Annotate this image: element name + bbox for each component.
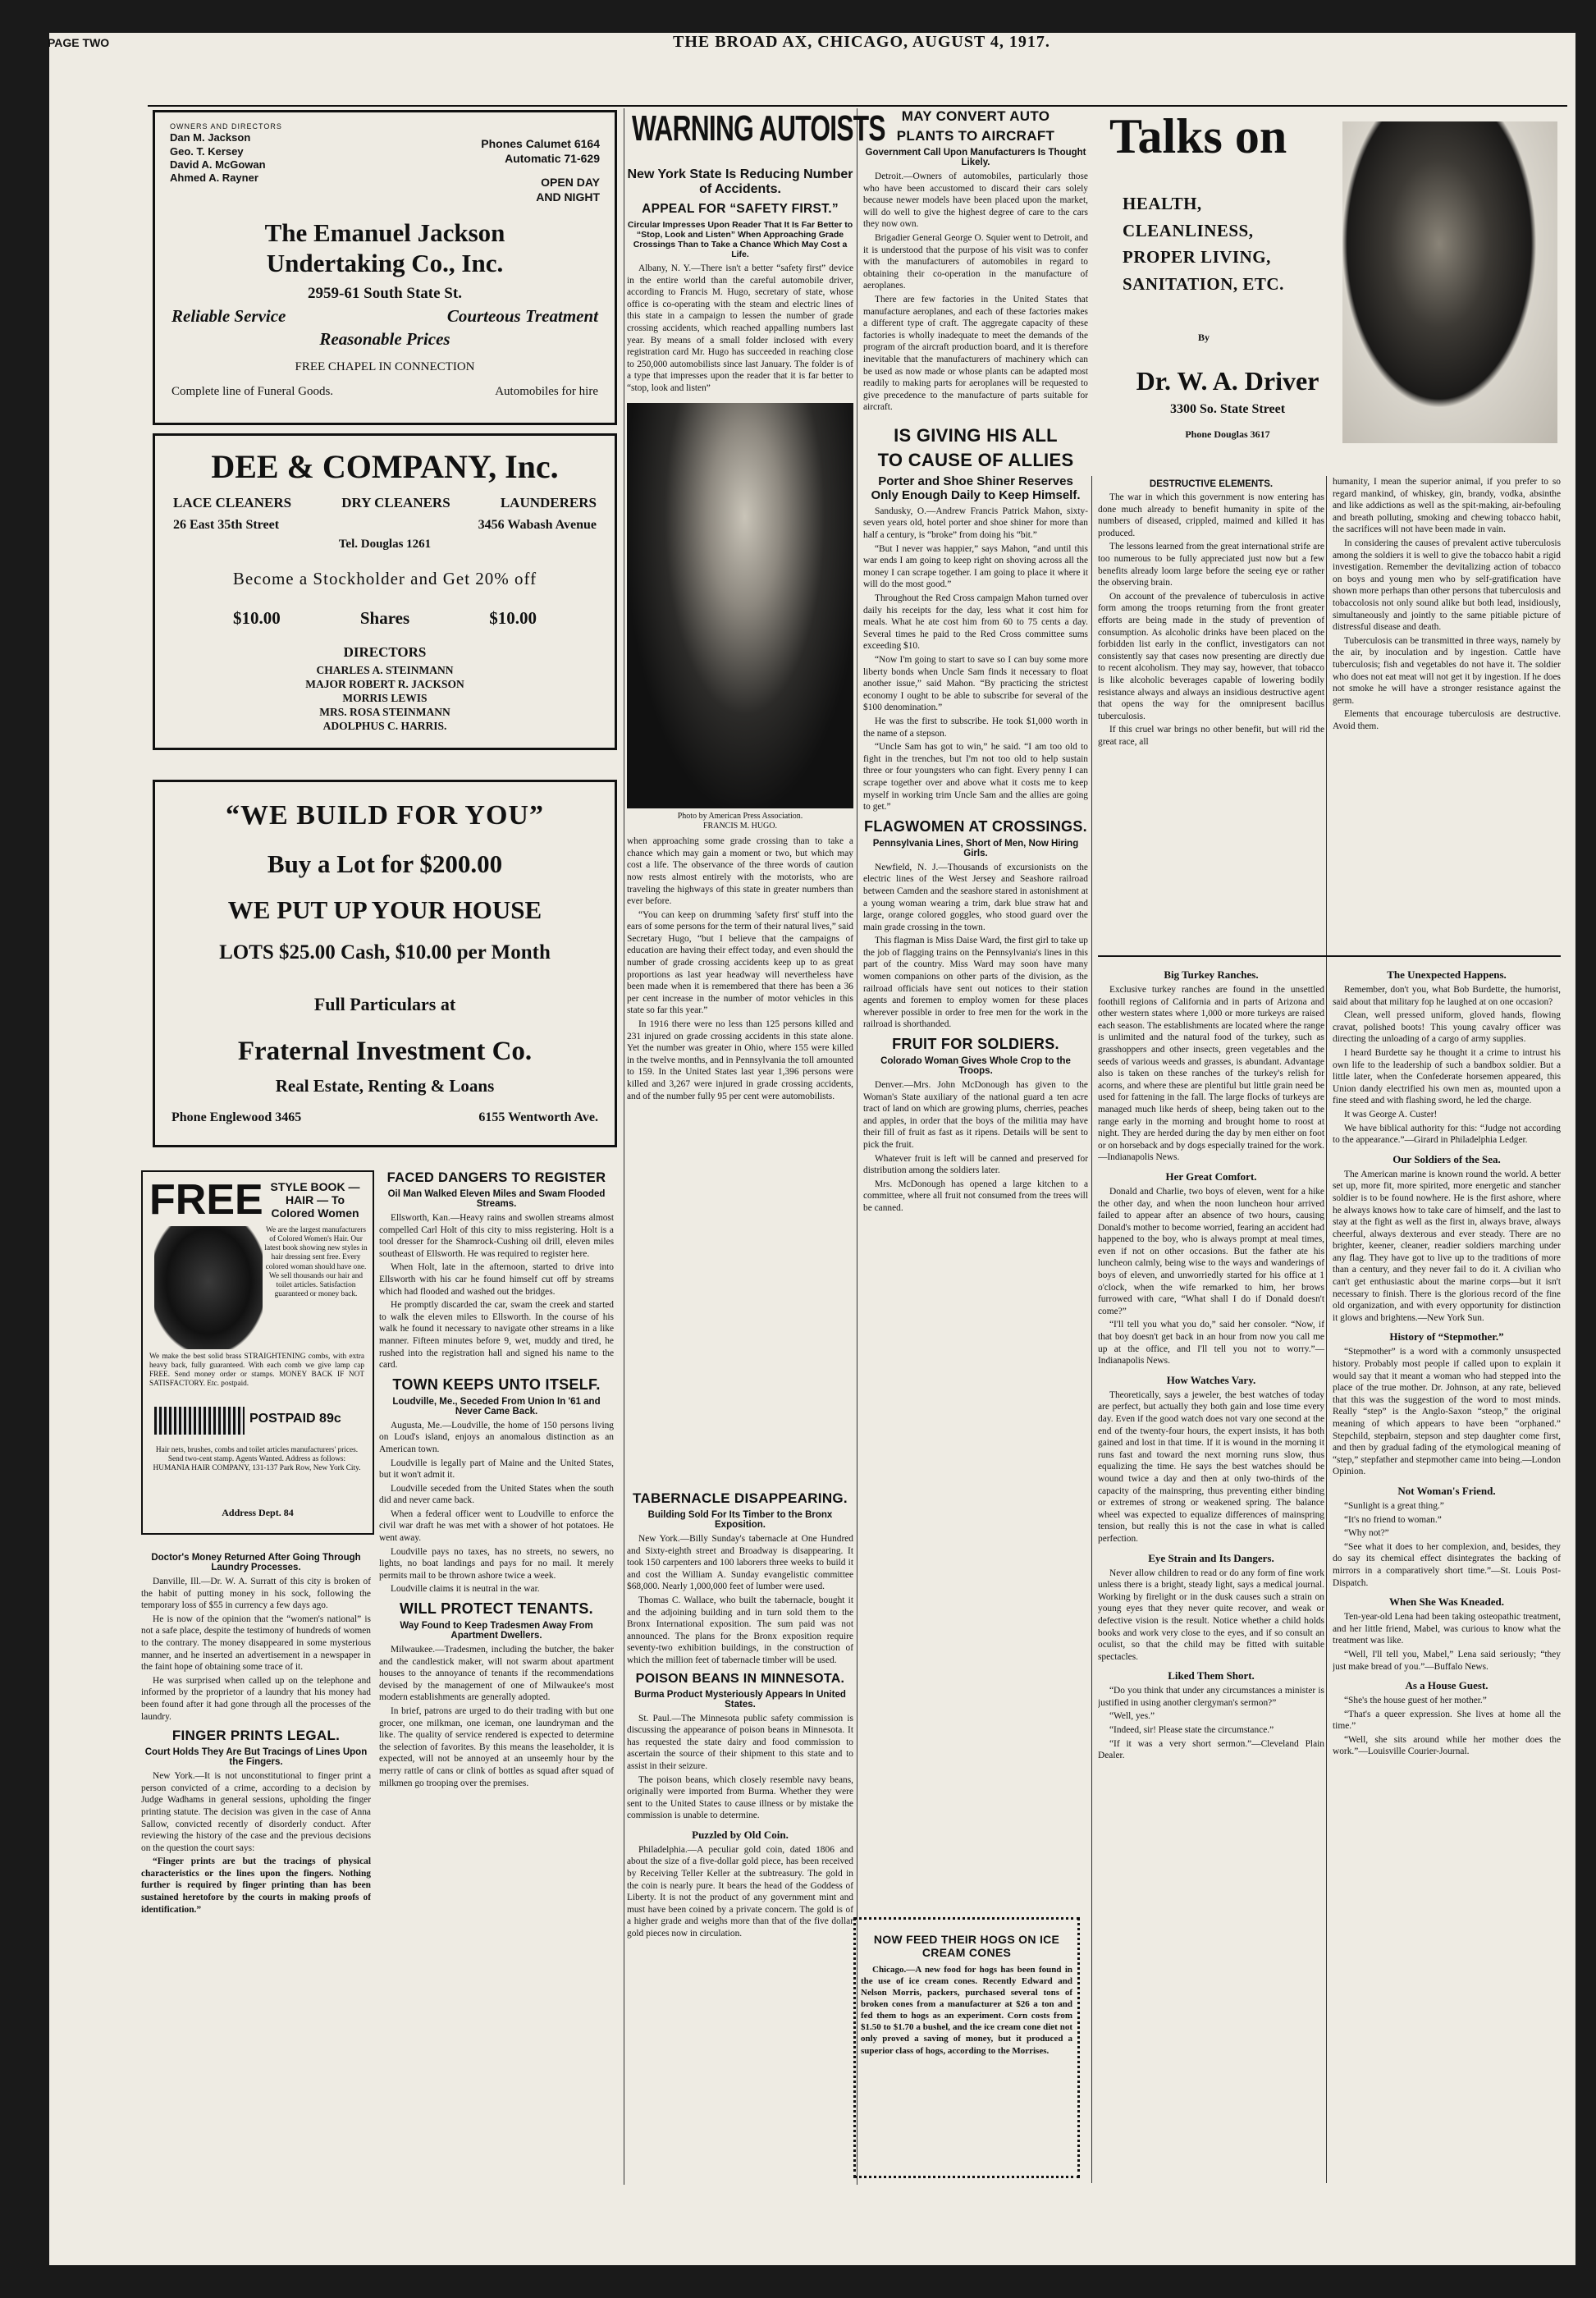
chapel-line: FREE CHAPEL IN CONNECTION [295,360,475,373]
free-label: FREE [149,1176,263,1224]
paragraph: Loudville claims it is neutral in the war. [391,1584,540,1595]
paragraph: “Now I'm going to start to save so I can buy some more liberty bonds when Uncle Sam finds it necessary to float another issue,” said Mahon. “By practicing the strictest economy I ought to be able to subscribe for several of the $100 denomination.” [863,655,1088,713]
shares-label: Shares [359,608,410,628]
ad-line: WE PUT UP YOUR HOUSE [227,895,542,924]
style-book-label: STYLE BOOK — HAIR — To Colored Women [270,1180,360,1220]
paragraph: Tuberculosis can be transmitted in three ways, namely by the air, by inoculation and by ingestion. Cattle have tuberculosis; fish and vegetables do not have it. The soldier who does not eat meat will not get it by ingestion. If he does not smoke he will have a stronger resistance against the germ. [1333,635,1561,706]
director: MRS. ROSA STEINMANN [319,705,450,718]
ad-title: DEE & COMPANY, Inc. [211,448,559,485]
topic: SANITATION, ETC. [1123,273,1284,294]
company-address: 2959-61 South State St. [308,285,462,302]
column-1-lower [141,1551,371,2191]
headline: Big Turkey Ranches. [1164,968,1259,981]
headline: PLANTS TO AIRCRAFT [896,128,1055,144]
open-line: AND NIGHT [536,190,600,204]
phone-line: Phones Calumet 6164 [481,137,600,150]
paragraph: humanity, I mean the superior animal, if you prefer to so regard mankind, of whiskey, gin, brandy, vodka, absinthe and like addictions as well as the spit-making, air-befouling and breath polluting, smoking and chewing tobacco habit, the sacrifices will not have been made in vain. [1333,477,1561,535]
author-portrait [1342,121,1557,443]
talks-topics [1123,190,1284,297]
headline: WILL PROTECT TENANTS. [400,1600,593,1618]
share-price: $10.00 [233,608,281,628]
headline: When She Was Kneaded. [1389,1595,1504,1609]
subheadline: Burma Product Mysteriously Appears In United States. [634,1689,846,1710]
directors-list [155,664,615,733]
photo-credit: Photo by American Press Association. [677,811,803,821]
service: DRY CLEANERS [341,495,450,510]
headline: FRUIT FOR SOLDIERS. [892,1036,1059,1053]
paragraph: He is now of the opinion that the “women's national” is not a safe place, despite the testimony of hundreds of women to the contrary. The money disappeared in some mysterious manner, and he inserted an advertisement in a newspaper in the faint hope of obtaining some trace of it. [141,1614,371,1673]
postpaid-label: POSTPAID 89c [249,1412,341,1426]
fraternal-investment-ad [153,780,617,1147]
paragraph: Elements that encourage tuberculosis are destructive. Avoid them. [1333,709,1561,731]
subheadline: Porter and Shoe Shiner Reserves Only Enough Daily to Keep Himself. [871,474,1081,502]
ad-address: 6155 Wentworth Ave. [478,1110,598,1124]
subheadline: Government Call Upon Manufacturers Is Thought Likely. [865,148,1086,167]
paragraph: Albany, N. Y.—There isn't a better “safety first” device in the entire world than the careful automobile driver, according to Francis M. Hugo, secretary of state, whose office is co-operating with the steam and electric lines of this state in a campaign to lessen the number of grade crossing accidents, which reached appalling numbers last year. By means of a small folder inclosed with every registration card Mr. Hugo has succeeded in reaching close to 250,000 automobilists since last January. The folder is of a type that impresses upon the reader that it is far better to “stop, look and listen” [627,263,853,393]
page-label: PAGE TWO [48,36,110,49]
paragraph: Never allow children to read or do any form of fine work unless there is a bright, steady light, says a medical journal. Working by firelight or in the dusk causes such a strain on young eyes that they never quite recover, and weak or defective vision is the result. Notice whether a child holds books and work very close to the eyes, and if so consult an oculist, so that the child may be fitted with suitable spectacles. [1098,1568,1324,1662]
subheadline: Colorado Woman Gives Whole Crop to the Troops. [880,1056,1071,1077]
paragraph: “Do you think that under any circumstances a minister is justified in using another clergyman's sermon?” [1098,1686,1324,1708]
author-address: 3300 So. State Street [1169,402,1286,416]
author-name: Dr. W. A. Driver [1136,366,1319,396]
director: MORRIS LEWIS [342,691,428,704]
headline: As a House Guest. [1405,1679,1489,1692]
paragraph: “She's the house guest of her mother.” [1344,1696,1487,1706]
column-6-lower [1333,962,1561,2191]
masthead-rule [148,105,1567,107]
comb-illustration [154,1407,245,1435]
talks-title: Talks on [1109,109,1287,163]
deck: Circular Impresses Upon Reader That It Is Far Better to “Stop, Look and Listen” When Approaching Grade Crossings Than to Take a Chance Which May Cost a Life. [627,220,853,259]
owner-name: David A. McGowan [170,158,266,171]
stock-offer: Become a Stockholder and Get 20% off [232,569,537,588]
topic: CLEANLINESS, [1123,220,1254,240]
paragraph: In considering the causes of prevalent active tuberculosis among the soldiers it is well to give the tobacco habit a rigid investigation. Remember the devitalizing action of tobacco on boys and young men who by self-gratification have shown more perhaps than other persons that tuberculosis and tobaccolosis not only sound alike but both lead, insidiously, simultaneously and jointly to the same pitiable picture of distressful disease and death. [1333,538,1561,633]
headline: Her Great Comfort. [1165,1170,1257,1183]
paragraph: He was the first to subscribe. He took $1,000 worth in the name of a stepson. [863,716,1088,739]
paragraph: It was George A. Custer! [1344,1109,1438,1119]
paragraph: Philadelphia.—A peculiar gold coin, dated 1806 and about the size of a five-dollar gold piece, has been received by Receiving Teller Keller at the subtreasury. The gold in the coin is nearly pure. It bears the head of the Goddess of Liberty. It is not the product of any government mint and must have been coined by a private concern. The gold is of a higher grade and weighs more than that of the five dollar gold pieces now in circulation. [627,1844,853,1939]
service-left: Reliable Service [171,306,286,326]
service: LAUNDERERS [500,495,597,510]
ad-line: “WE BUILD FOR YOU” [226,800,544,831]
telephone: Tel. Douglas 1261 [338,538,432,551]
paragraph: This flagman is Miss Daise Ward, the first girl to take up the job of flagging trains on the Pennsylvania's lines in this part of the country. Miss Ward may soon have many women companions on other parts of the division, as the railroad officials have sent out notices to their station agents and foremen to employ women for these places wherever possible in order to free men for the work in the railroad is shorthanded. [863,936,1088,1030]
director: ADOLPHUS C. HARRIS. [322,719,447,732]
headline: IS GIVING HIS ALL [894,424,1058,446]
paragraph: In brief, patrons are urged to do their trading with but one grocer, one milkman, one iceman, one laundryman and the like. The quality of service rendered is expected to determine the selection of favorites. By this means the leaseholder, it is expected, will not be annoyed at an unseemly hour by the merry rattle of cans or clink of bottles as squad after squad of milkmen go trooping over the premises. [379,1706,614,1788]
company-name-line: Undertaking Co., Inc. [266,249,504,278]
services-row [173,495,597,511]
paragraph: Ten-year-old Lena had been taking osteopathic treatment, and her little friend, Mabel, was curious to know what the treatment was like. [1333,1612,1561,1646]
subheadline: Loudville, Me., Seceded From Union In '61 and Never Came Back. [392,1396,601,1417]
photo-caption: FRANCIS M. HUGO. [702,822,777,831]
paragraph: St. Paul.—The Minnesota public safety commission is discussing the appearance of poison beans in Minnesota. It has requested the state dairy and food commission to ascertain the source of their shipment to this state and to assist in their seizure. [627,1713,853,1771]
paragraph: “Well, I'll tell you, Mabel,” Lena said seriously; “they just make bread of you.”—Buffalo News. [1333,1649,1561,1672]
headline: MAY CONVERT AUTO [901,108,1050,124]
paragraph: Exclusive turkey ranches are found in the unsettled foothill regions of California and in parts of Arizona and other western states where 1,000 or more turkeys are raised each season. The establishments are located where the range is unlimited and the natural food of the turkey, such as grasshoppers and other insects, green vegetables and the seeds of various weeds and grasses, is abundant. Advantage also is taken on these ranches of the turkey's relish for acorns, and where these are plentiful but little grain need be used for fattening in the fall. The large flocks of turkeys are managed much like herds of sheep, being taken out to the range early in the morning and brought home to roost at night. They are herded during the day by men either on foot or on horseback and by dogs especially trained for the work.—Indianapolis News. [1098,985,1324,1163]
masthead: THE BROAD AX, CHICAGO, AUGUST 4, 1917. [673,33,1050,51]
headline: Doctor's Money Returned After Going Through Laundry Processes. [151,1553,361,1572]
paragraph: Danville, Ill.—Dr. W. A. Surratt of this city is broken of the habit of putting money in his sock, following the temporary loss of $55 in currency a few days ago. [141,1577,371,1611]
ad-line: Full Particulars at [313,994,456,1014]
paragraph: “Uncle Sam has got to win,” he said. “I am too old to fight in the trenches, but I'm not too old to help sustain three or four youngsters who can fight. Every penny I can scrape together over and above what it costs me to keep myself in working trim Uncle Sam and the allies are going to get.” [863,742,1088,813]
headline: APPEAL FOR “SAFETY FIRST.” [642,202,839,216]
column-rule [1326,476,1327,2183]
paragraph: when approaching some grade crossing than to take a chance which may gain a moment or two, but which may cost a life. The observance of the three words of caution now rests almost entirely with the motorists, who are traveling the highways of this state in greater numbers than ever before. [627,836,853,907]
headline: POISON BEANS IN MINNESOTA. [635,1671,845,1686]
paragraph: If this cruel war brings no other benefit, but will rid the great race, all [1098,725,1324,747]
paragraph: I heard Burdette say he thought it a crime to intrust his own life to the leadership of such a bandbox soldier. But a little later, when the Confederate horsemen appeared, this Union dandy electrified his own men as, mounted upon a fine steed and with flashing sword, he led the charge. [1333,1047,1561,1106]
paragraph: “But I never was happier,” says Mahon, “and until this war ends I am going to keep right on shoving across all the money I can scrape together. I am going to place it where it will do the most good.” [863,543,1088,590]
paragraph: Loudville is legally part of Maine and the United States, but it won't admit it. [379,1458,614,1481]
paragraph: “Well, yes.” [1109,1711,1155,1722]
paragraph: Augusta, Me.—Loudville, the home of 150 persons living on Loud's island, enjoys an anomalous distinction as an American town. [379,1420,614,1454]
headline: NOW FEED THEIR HOGS ON ICE CREAM CONES [873,1933,1060,1959]
owner-name: Ahmed A. Rayner [170,172,258,184]
footer-line [171,385,598,399]
phones-block [481,137,600,204]
headline: DESTRUCTIVE ELEMENTS. [1149,479,1274,489]
subheadline: New York State Is Reducing Number of Accidents. [627,167,853,196]
headline: The Unexpected Happens. [1387,968,1507,981]
paragraph: Donald and Charlie, two boys of eleven, went for a hike the other day, and when the noon luncheon hour arrived failed to appear after an absence of two hours, causing Donald's mother to become worried, fearing an accident had happened to the boy, who is always prompt at meal times, even if not on other occasions. But the father ate his luncheon calmly, being wise to the ways and wanderings of boys of eleven, and unworriedly started for his office at 1 o'clock, when the wife remarked to him, her brows furrowed with care, “What shall I do if Donald doesn't come?” [1098,1186,1324,1316]
paragraph: In 1916 there were no less than 125 persons killed and 231 injured on grade crossing accidents in this state alone. Yet the number was greater in Ohio, where 155 were killed in the twelve months, and in Pennsylvania the toll amounted to 159. In the United States last year 1,396 persons were killed and 3,267 were injured in grade crossing accidents, and of the number fully 95 per cent were automobilists. [627,1019,853,1101]
column-2-lower [379,1165,614,2191]
headline: Eye Strain and Its Dangers. [1148,1551,1274,1564]
column-3 [627,161,853,1482]
subheadline: Building Sold For Its Timber to the Bronx Exposition. [647,1510,833,1530]
hogs-box [853,1917,1080,2178]
paragraph: “You can keep on drumming 'safety first' stuff into the ears of some persons for the term of their natural lives,” said Secretary Hugo, “but I believe that the campaigns of education are having their effect today, and even should the number of grade crossing accidents keep up to as great proportions as last year headway will nevertheless have been made when it is remembered that there has been a 36 per cent increase in the number of motor vehicles in this state so far this year.” [627,909,853,1016]
headline: Our Soldiers of the Sea. [1392,1152,1501,1165]
paragraph: Thomas C. Wallace, who built the tabernacle, bought it and the adjoining building and in turn sold them to the Bronx International exposition. The sum paid was not announced. The plans for the Bronx exposition require seventy-two exhibition buildings, in the construction of which the million feet of tabernacle timber will be used. [627,1595,853,1665]
ad-line: LOTS $25.00 Cash, $10.00 per Month [219,941,551,964]
owner-name: Dan M. Jackson [170,131,251,144]
paragraph: Throughout the Red Cross campaign Mahon turned over daily his receipts for the day, less what it cost him for meals. What he ate cost him from 60 to 75 cents a day. Several times he paid to the Red Cross committee sums exceeding $10. [863,593,1088,652]
headline: How Watches Vary. [1166,1373,1256,1386]
paragraph: “Why not?” [1344,1528,1389,1539]
paragraph: New York.—It is not unconstitutional to finger print a person convicted of a crime, according to a decision by Judge Wadhams in general sessions, upholding the finger printing statute. The decision was given in the case of Anna Sallow, convicted recently of disorderly conduct. After reviewing the history of the case and the previous decisions on the question the court says: [141,1771,371,1853]
company-name-line: The Emanuel Jackson [264,218,505,247]
paragraph: “Sunlight is a great thing.” [1344,1500,1444,1511]
headline: Liked Them Short. [1168,1669,1255,1682]
paragraph: Clean, well pressed uniform, gloved hands, flowing cravat, polished boots! This young cavalry officer was directing the unloading of a cargo of army supplies. [1333,1010,1561,1045]
paragraph: “It's no friend to woman.” [1344,1514,1442,1525]
headline: History of “Stepmother.” [1389,1330,1504,1344]
paragraph: “That's a queer expression. She lives at home all the time.” [1333,1709,1561,1732]
subheadline: Pennsylvania Lines, Short of Men, Now Hiring Girls. [872,838,1079,858]
paragraph: Loudville seceded from the United States when the south did and never came back. [379,1483,614,1506]
paragraph: Sandusky, O.—Andrew Francis Patrick Mahon, sixty-seven years old, hotel porter and shoe shiner for more than half a century, is “broke” from doing his “bit.” [863,506,1088,541]
address-left: 26 East 35th Street [173,518,280,532]
paragraph: Remember, don't you, what Bob Burdette, the humorist, said about that military fop he laughed at on one occasion? [1333,985,1561,1007]
warning-headline: WARNING AUTOISTS [632,108,885,149]
headline: TABERNACLE DISAPPEARING. [633,1490,848,1506]
headline: FINGER PRINTS LEGAL. [171,1728,341,1744]
undertaking-ad [153,110,617,425]
headline: TOWN KEEPS UNTO ITSELF. [392,1376,601,1393]
paragraph: Mrs. McDonough has opened a large kitchen to a committee, where all fruit not consumed from the trees will be canned. [863,1179,1088,1213]
paragraph: Denver.—Mrs. John McDonough has given to the Woman's State auxiliary of the national guard a ten acre tract of land on which are growing plums, cherries, peaches and apples, in order that the boys of the militia may have their fill of fruit as fast as it ripens. Details will be sent to pick the fruit. [863,1080,1088,1150]
paragraph: We have biblical authority for this: “Judge not according to the appearance.”—Girard in Philadelphia Ledger. [1333,1123,1561,1146]
paragraph: Loudville pays no taxes, has no streets, no sewers, no lights, no boat landings and pays for no mail. It merely permits mail to be thrown ashore twice a week. [379,1546,614,1581]
paragraph: He promptly discarded the car, swam the creek and started to walk the eleven miles to Ellsworth. In the course of his walk he found it necessary to navigate other streams in a like manner. Fifteen minutes before 9, wet, muddy and tired, he rushed into the registration hall and signed his name to the card. [379,1300,614,1371]
column-3-lower [627,1485,853,2191]
paragraph: Newfield, N. J.—Thousands of excursionists on the electric lines of the West Jersey and Seashore railroad between Camden and the seashore stared in astonishment at a young woman wearing a trim, dark blue straw hat and large, orange colored goggles, who stood guard over the main grade crossing in the town. [863,862,1088,932]
paragraph: There are few factories in the United States that manufacture aeroplanes, and each of these factories makes a different type of craft. The aggregate capacity of these factories is wholly inadequate to meet the demands of the program of the aircraft production board, and it is therefore inevitable that the manufacturers of machinery which can be used as now made or whose plants can be adapted most readily to making parts for aeroplanes will be requested to give precedence to the manufacture of parts suitable for aircraft. [863,294,1088,413]
service-line [171,306,598,327]
paragraph: The American marine is known round the world. A better set up, more fit, more spirited, more energetic and stancher soldier is to be found nowhere. He is the first ashore, where he always knows how to take care of himself, and the last to stay at the fight as well as the first in, always brave, always cheerful, always dexterous and ever steady. There are no brighter, keener, cleaner, readier soldiers marching under any flag. They have got to live up to the traditions of more than a century, and they never fail to do it. A civilian who can't get enthusiastic about the marine corps—but it isn't necessary to finish. There is the glorious record of the fine old organization, and with every opportunity for distinction it glows and brightens.—New York Sun. [1333,1169,1561,1323]
share-price: $10.00 [489,608,537,628]
owners-title: OWNERS AND DIRECTORS [170,122,282,130]
open-line: OPEN DAY [541,176,600,189]
author-phone: Phone Douglas 3617 [1185,428,1270,440]
headline: Puzzled by Old Coin. [692,1828,789,1841]
subheadline: Oil Man Walked Eleven Miles and Swam Flooded Streams. [387,1189,606,1209]
shares-row [233,608,537,629]
comb-text: We make the best solid brass STRAIGHTENING combs, with extra heavy back, fully guaranteed. With each comb we give lamp cap FREE. Send money order or stamps. MONEY BACK IF NOT SATISFACTORY. Etc. postpaid. [149,1353,364,1389]
headline: Not Woman's Friend. [1397,1484,1496,1497]
column-rule [1091,476,1092,2183]
paragraph: “Stepmother” is a word with a commonly unsuspected history. Probably most people if called upon to explain it would say that it meant a woman who had stepped into the place of the true mother. Dr. Johnson, at any rate, believed that this was the suggestion of the word to most minds. Really “step” is the Anglo-Saxon “steop,” the original meaning of which appears to have been “orphaned.” Stepchild, stepbairn, stepson and step daughter come first, and then by gradual fading of the etymological meaning of “step,” stepfather and stepmother came into being.—London Opinion. [1333,1347,1561,1477]
paragraph: “If it was a very short sermon.”—Cleveland Plain Dealer. [1098,1738,1324,1761]
paragraph: Theoretically, says a jeweler, the best watches of today are perfect, but actually they both gain and lose time every day. Even if the good watch does not vary one second at the end of the twenty-four hours, the expert insists, it has both gained and lost in that time. If it is wound in the morning it runs fast and toward the next morning runs slow, thus equalizing the time. He says the best watches should be wound twice a day and then at only two-thirds of the capacity of the mainspring, thus preventing either binding or extremes of strong or weakened spring. The balance wheel was expected to equalize differences of mainspring tension, but really this is not the case in what is called perfection. [1098,1389,1324,1544]
paragraph: When Holt, late in the afternoon, started to drive into Ellsworth with his car he found himself cut off by streams which had flooded and washed out the bridges. [379,1262,614,1297]
foot-left: Complete line of Funeral Goods. [171,385,334,398]
hair-footer-text: Hair nets, brushes, combs and toilet articles manufacturers' prices. Send two-cent stamp. Agents Wanted. Address as follows: HUMANIA HAIR COMPANY, 131-137 Park Row, New York City. [153,1446,361,1473]
owner-name: Geo. T. Kersey [170,144,244,158]
owners-block [170,122,282,185]
paragraph: “See what it does to her complexion, and, besides, they do say its chemical effect disintegrates the backing of mirrors in a comparatively short time.”—St. Louis Post-Dispatch. [1333,1541,1561,1588]
paragraph: He was surprised when called up on the telephone and informed by the proprietor of a laundry that his money had been found after it had gone through all the processes of the laundry. [141,1675,371,1722]
subheadline: Court Holds They Are But Tracings of Lines Upon the Fingers. [144,1747,368,1768]
topic: HEALTH, [1123,194,1202,213]
address-dept: Address Dept. 84 [222,1507,294,1518]
paragraph: “Well, she sits around while her mother does the work.”—Louisville Courier-Journal. [1333,1734,1561,1757]
headline: TO CAUSE OF ALLIES [877,449,1074,470]
hair-company-ad [141,1170,374,1535]
director: CHARLES A. STEINMANN [316,664,454,676]
talks-column-right [1333,476,1561,950]
paragraph: The war in which this government is now entering has done much already to benefit humanity in spite of the numbers of diseased, crippled, maimed and killed it has produced. [1098,492,1324,538]
director: MAJOR ROBERT R. JACKSON [305,677,464,690]
paragraph: Detroit.—Owners of automobiles, particularly those who have been accustomed to discard their cars solely because newer models have been placed upon the market, will do well to give the highest degree of care to the cars they now own. [863,172,1088,230]
ad-line: Fraternal Investment Co. [237,1037,533,1066]
hair-body-text: We are the largest manufacturers of Colored Women's Hair. Our latest book showing new styles in hair dressing sent free. Every colored woman should have one. We sell thousands our hair and toilet articles. Satisfaction guaranteed or money back. [264,1226,368,1299]
ad-line: Buy a Lot for $200.00 [267,849,503,878]
paragraph: Milwaukee.—Tradesmen, including the butcher, the baker and the candlestick maker, will not swarm about apartment houses to the annoyance of tenants if the recommendations devised by the management of one of Milwaukee's most modern establishments are generally adopted. [379,1645,614,1703]
hair-illustration [154,1226,263,1349]
paragraph: New York.—Billy Sunday's tabernacle at One Hundred and Sixty-eighth street and Broadway is disappearing. It took 150 carpenters and 100 laborers three weeks to build it and cost the William A. Sunday evangelistic committee $68,000. Nearly 1,000,000 feet of lumber were used. [627,1534,853,1592]
paragraph: “Indeed, sir! Please state the circumstance.” [1109,1725,1274,1736]
paragraph: “I'll tell you what you do,” said her consoler. “Now, if that boy doesn't get back in an hour from now you call me up at the office, and I'll tell you not to worry.”—Indianapolis News. [1098,1320,1324,1366]
by-label: By [1198,332,1210,343]
paragraph: “Finger prints are but the tracings of physical characteristics or the lines upon the fingers. Nothing further is required by finger printing than has been sustained heretofore by the courts in making proofs of identification.” [141,1856,371,1915]
address-row [173,518,597,533]
dee-company-ad [153,433,617,750]
ad-phone: Phone Englewood 3465 [171,1110,302,1124]
talks-column-left [1098,473,1324,949]
phone-line: Automatic 71-629 [505,151,600,165]
column-5-lower [1098,962,1324,2191]
directors-heading: DIRECTORS [343,644,427,660]
headline: FLAGWOMEN AT CROSSINGS. [864,817,1087,835]
prices-line: Reasonable Prices [319,329,450,349]
portrait-photo [627,403,853,808]
paragraph: Brigadier General George O. Squier went to Detroit, and it is understood that the purpose of his visit was to confer with the manufacturers of automobiles in regard to obtaining their co-operation in the manufacture of aeroplanes. [863,232,1088,291]
paragraph: On account of the prevalence of tuberculosis in active form among the troops returning from the front greater efforts are being made in the study of prevention of consumption. As alcoholic drinks have been placed on the forbidden list early in the conflict, investigators can not consistently say that cases now presenting are directly due to recent alcoholism. They may say, however, that tobacco is like alcoholic beverages capable of lowering bodily resistance always and always an insidious destructive agent that opens the way for the omnipresent bacillus tuberculosis. [1098,591,1324,721]
paragraph: Whatever fruit is left will be canned and preserved for distribution among the soldiers later. [863,1153,1088,1176]
topic: PROPER LIVING, [1123,247,1271,268]
service-right: Courteous Treatment [446,306,598,326]
ad-footer [171,1110,598,1125]
column-4 [863,107,1088,1904]
talks-rule [1098,955,1561,957]
ad-line: Real Estate, Renting & Loans [275,1076,495,1096]
paragraph: The lessons learned from the great international strife are too numerous to be fully appreciated just now but a few benefits already loom large before the seeing eye or rather the observing brain. [1098,542,1324,588]
paragraph: Chicago.—A new food for hogs has been found in the use of ice cream cones. Recently Edward and Nelson Morris, packers, purchased several tons of broken cones from a manufacturer at $26 a ton and fed them to hogs as an experiment. Corn costs from $1.50 to $1.70 a bushel, and the ice cream cone diet not only proved a saving of money, but it produced a superior class of hogs, according to the Morrises. [861,1965,1072,2056]
subheadline: Way Found to Keep Tradesmen Away From Apartment Dwellers. [400,1621,593,1641]
company-name [155,217,615,278]
address-right: 3456 Wabash Avenue [478,518,597,532]
foot-right: Automobiles for hire [495,385,598,398]
service: LACE CLEANERS [173,495,292,510]
paragraph: When a federal officer went to Loudville to enforce the civil war draft he was met with a shower of hot potatoes. He went away. [379,1508,614,1544]
paragraph: Ellsworth, Kan.—Heavy rains and swollen streams almost compelled Carl Holt of this city to miss registering. Holt is a tool dresser for the Shamrock-Cushing oil drill, eleven miles southeast of Ellsworth. He was required to register here. [379,1213,614,1259]
paragraph: The poison beans, which closely resemble navy beans, originally were imported from Burma. Whether they were sent to the United States to cause illness or by mistake the commission is unable to determine. [627,1774,853,1821]
headline: FACED DANGERS TO REGISTER [386,1170,606,1185]
